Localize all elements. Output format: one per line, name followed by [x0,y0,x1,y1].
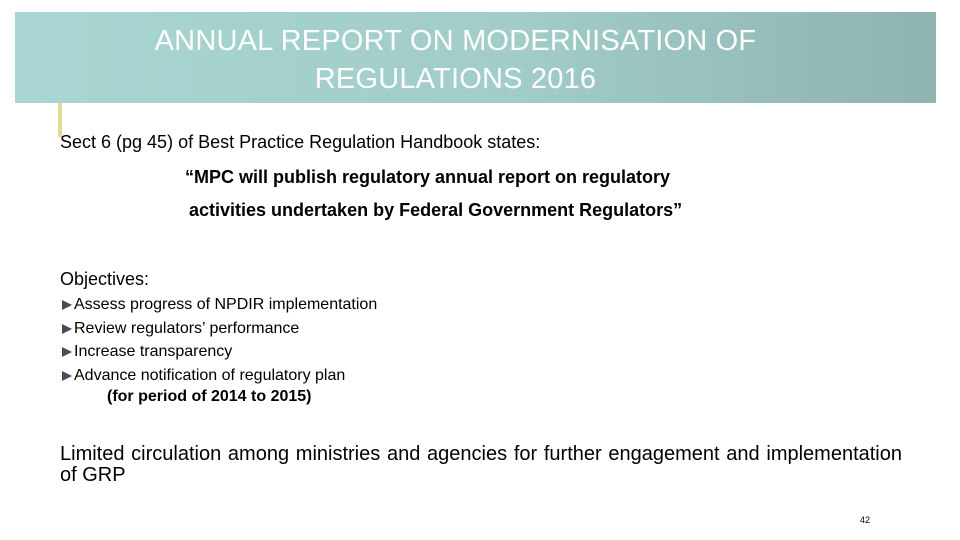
list-item-label: Review regulators’ performance [74,319,300,337]
intro-text: Sect 6 (pg 45) of Best Practice Regulation Handbook states: [60,132,541,152]
arrow-bullet-icon [62,300,72,310]
list-item-label: Advance notification of regulatory plan [74,366,346,384]
objectives-heading: Objectives: [60,269,150,289]
slide-title [0,22,916,98]
arrow-bullet-icon [62,371,72,381]
list-item [62,293,377,317]
quote-line-1: “MPC will publish regulatory annual report on regulatory [185,167,671,187]
list-item-label: Increase transparency [74,343,233,360]
title-band [15,12,936,103]
objectives-list [62,293,377,387]
list-item [62,317,377,341]
arrow-bullet-icon [62,324,72,334]
list-item [62,364,377,388]
page-number: 42 [860,515,871,525]
slide-title-line-1: ANNUAL REPORT ON MODERNISATION OF [154,25,757,57]
slide-title-line-2: REGULATIONS 2016 [314,63,597,95]
quote-line-2: activities undertaken by Federal Government Regulators” [189,200,683,220]
list-item [62,340,377,364]
list-item-label: Assess progress of NPDIR implementation [74,296,378,313]
closing-text: Limited circulation among ministries and agencies for further engagement and implementation of GRP [60,443,902,486]
period-note: (for period of 2014 to 2015) [107,388,312,405]
arrow-bullet-icon [62,347,72,357]
